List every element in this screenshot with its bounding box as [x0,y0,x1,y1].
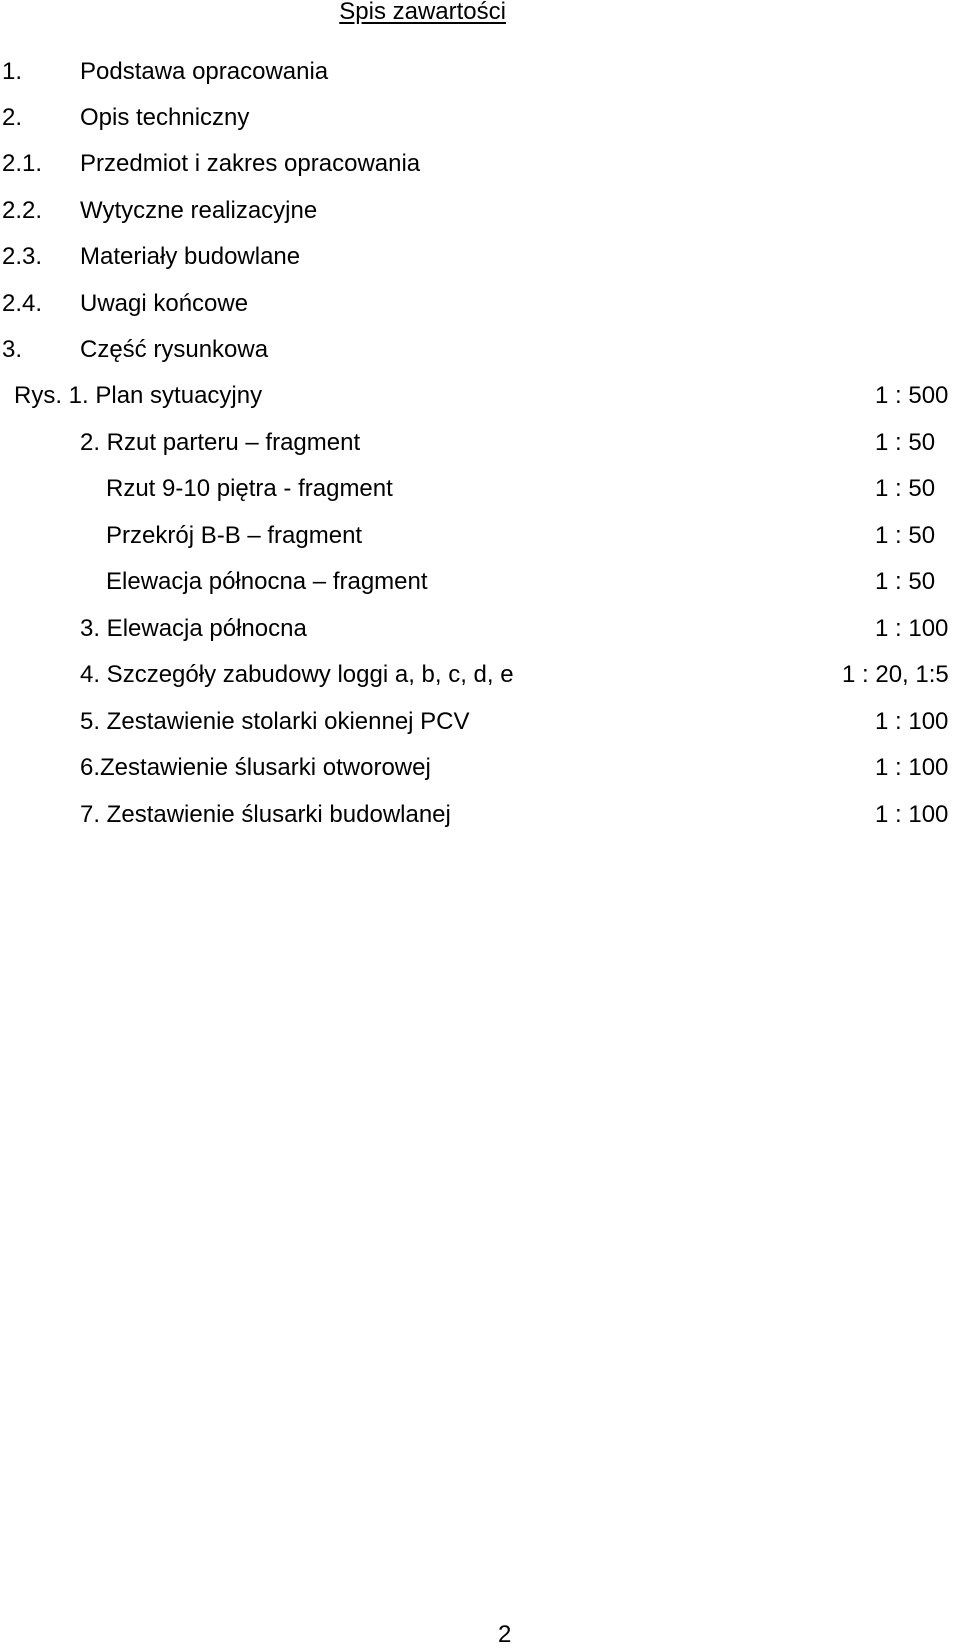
toc-section-text: Wytyczne realizacyjne [80,197,318,224]
drawing-scale: 1 : 20, 1:5 [842,661,949,688]
drawing-scale: 1 : 50 [875,429,936,456]
drawing-entry: 6.Zestawienie ślusarki otworowej [80,754,431,781]
toc-section-text: Część rysunkowa [80,336,269,363]
drawing-entry: 2. Rzut parteru – fragment [80,429,361,456]
page-number: 2 [498,1621,512,1648]
drawing-entry: Elewacja północna – fragment [106,568,428,595]
drawing-entry: 7. Zestawienie ślusarki budowlanej [80,801,451,828]
drawing-scale: 1 : 100 [875,708,949,735]
drawing-scale: 1 : 500 [875,382,949,409]
drawing-scale: 1 : 50 [875,568,936,595]
toc-section-text: Uwagi końcowe [80,290,249,317]
drawing-scale: 1 : 100 [875,801,949,828]
toc-section-num: 3. [2,336,23,363]
toc-section-num: 2.1. [2,150,43,177]
drawing-scale: 1 : 50 [875,522,936,549]
toc-section-num: 2. [2,104,23,131]
drawing-entry: Rys. 1. Plan sytuacyjny [14,382,263,409]
toc-section-num: 2.2. [2,197,43,224]
toc-section-text: Przedmiot i zakres opracowania [80,150,421,177]
toc-section-num: 2.4. [2,290,43,317]
drawing-entry: 5. Zestawienie stolarki okiennej PCV [80,708,470,735]
toc-section-num: 2.3. [2,243,43,270]
drawing-entry: 3. Elewacja północna [80,615,307,642]
toc-section-num: 1. [2,58,23,85]
toc-section-text: Podstawa opracowania [80,58,329,85]
toc-title: Spis zawartości [339,0,506,25]
drawing-entry: Przekrój B-B – fragment [106,522,363,549]
drawing-scale: 1 : 100 [875,754,949,781]
drawing-entry: Rzut 9-10 piętra - fragment [106,475,393,502]
drawing-scale: 1 : 50 [875,475,936,502]
toc-section-text: Materiały budowlane [80,243,301,270]
drawing-scale: 1 : 100 [875,615,949,642]
toc-section-text: Opis techniczny [80,104,250,131]
drawing-entry: 4. Szczegóły zabudowy loggi a, b, c, d, e [80,661,514,688]
